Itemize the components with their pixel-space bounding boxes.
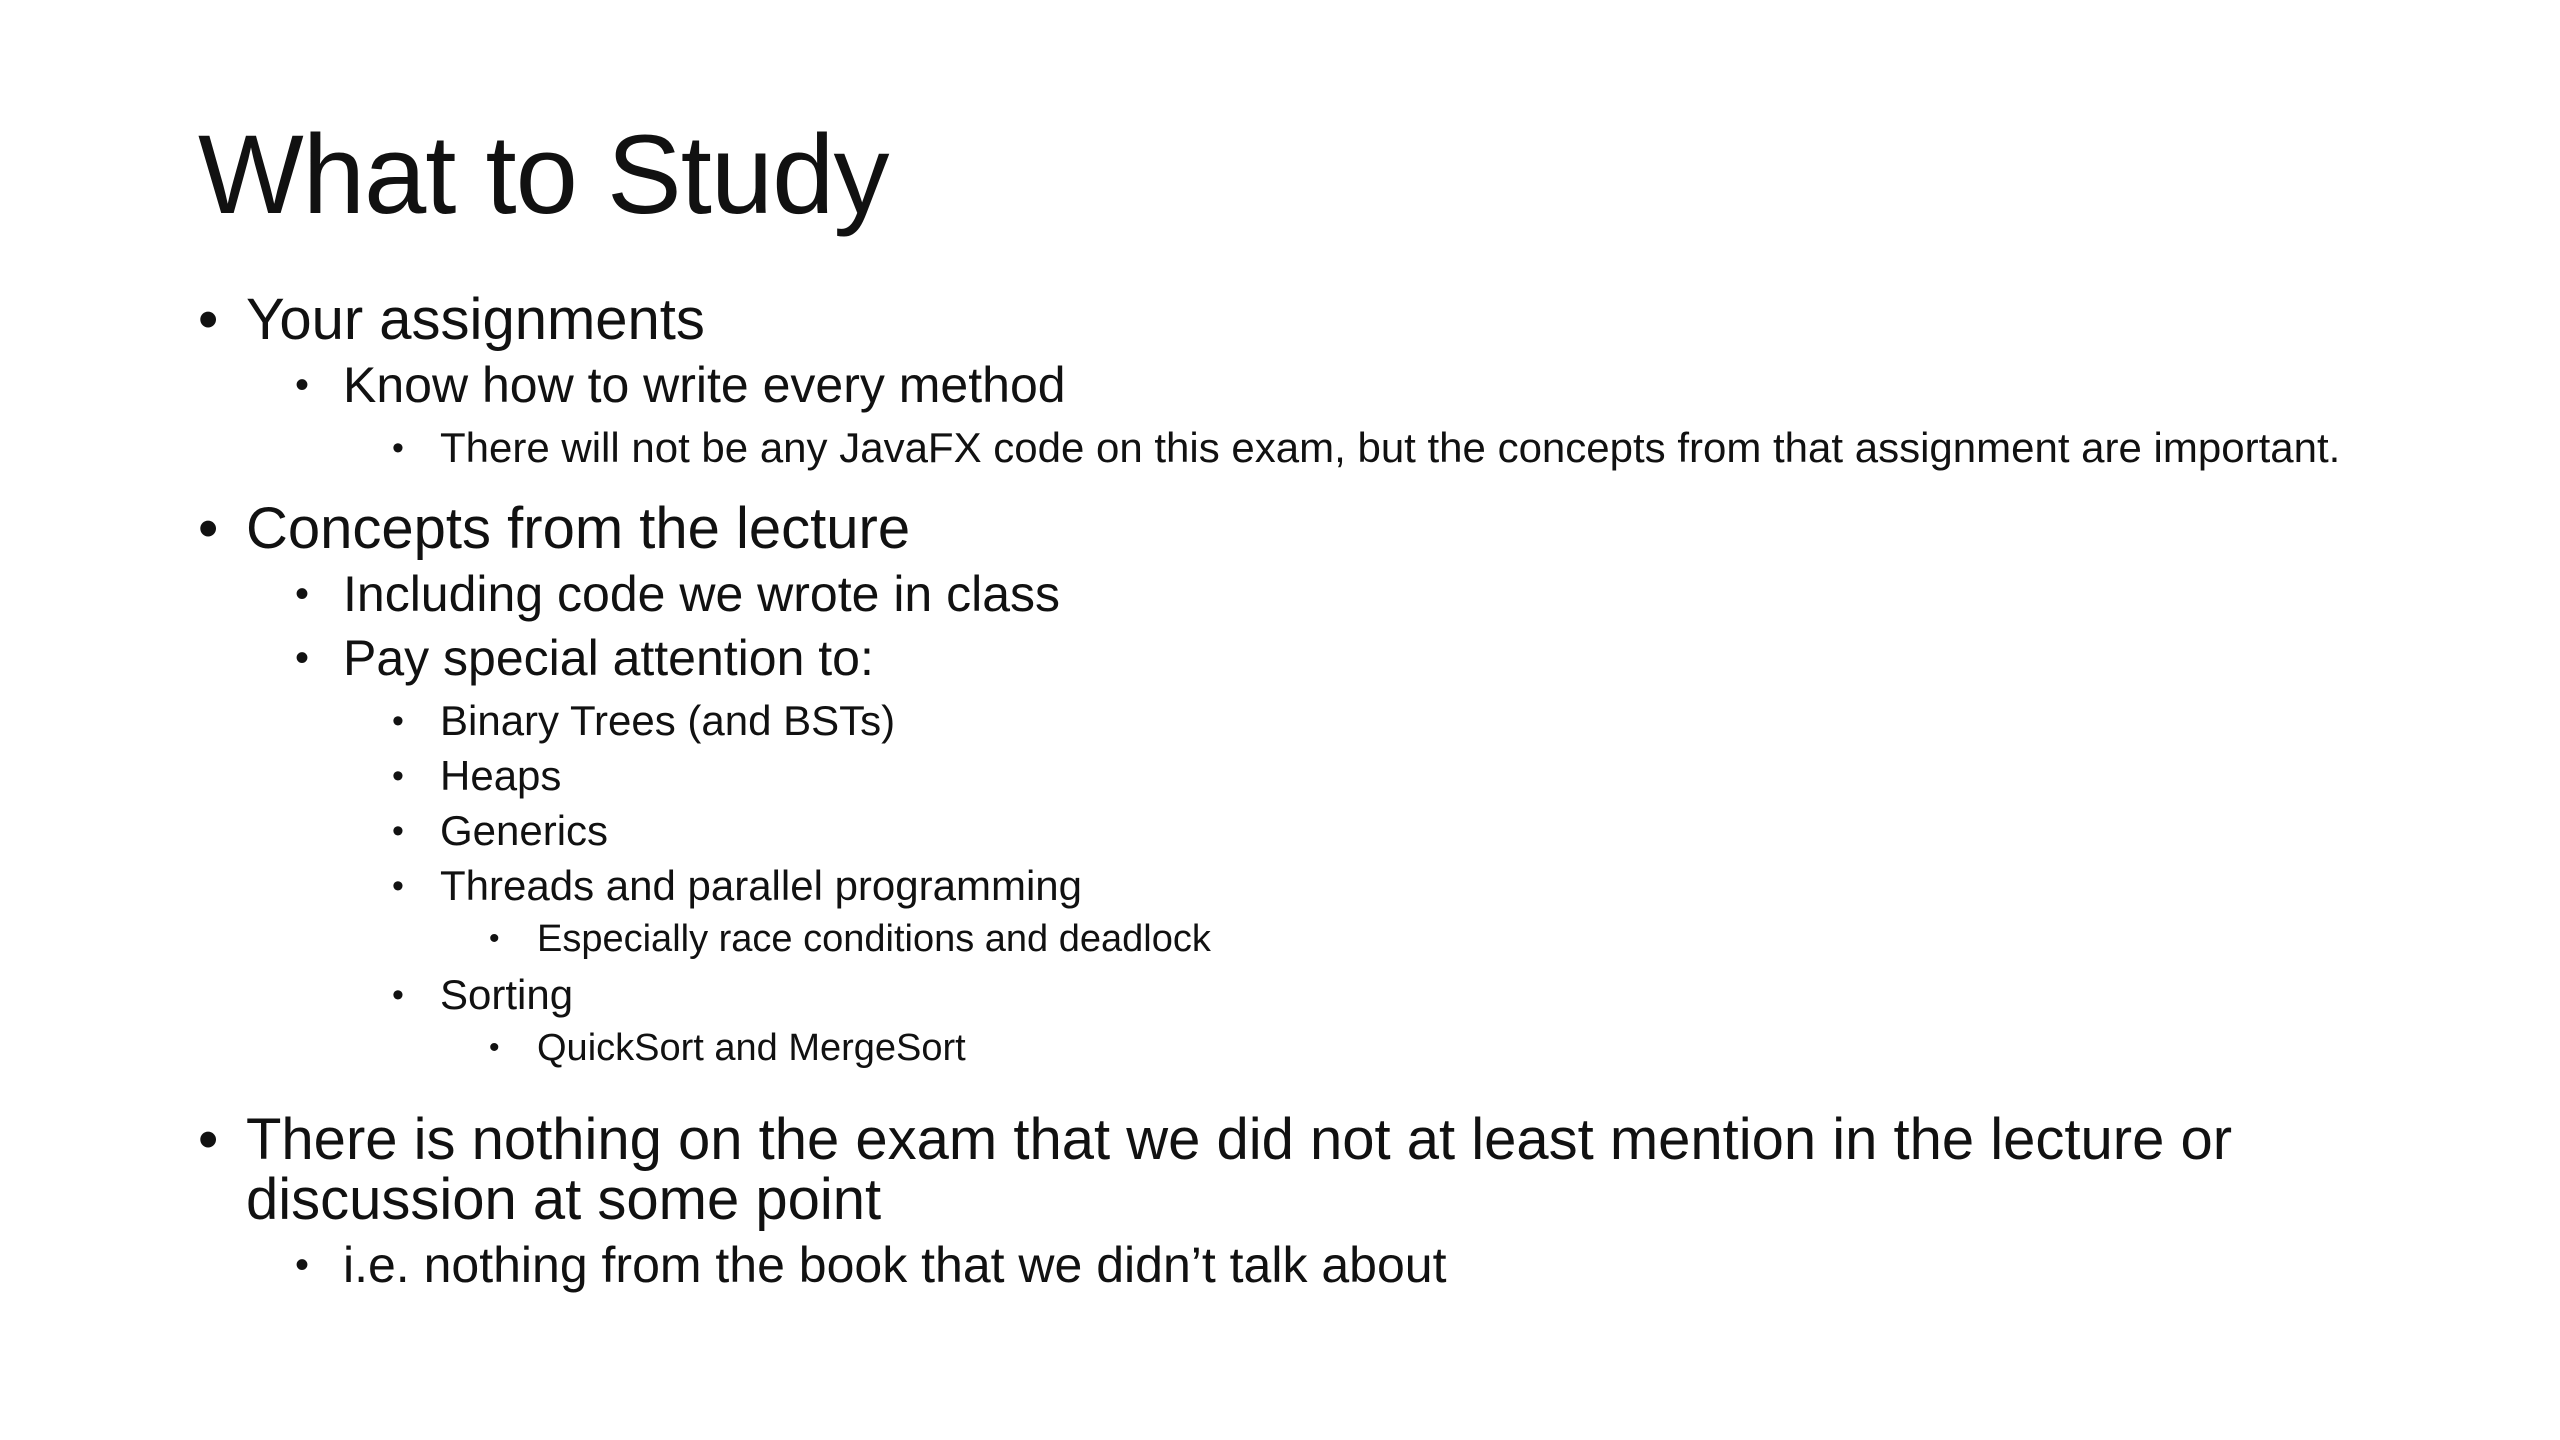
list-item-text: Your assignments: [246, 287, 705, 352]
bullet-icon: •: [295, 572, 310, 616]
bullet-icon: •: [295, 636, 310, 680]
list-item: [295, 565, 2498, 623]
list-item: [392, 424, 2498, 471]
list-item: [392, 971, 2498, 1018]
list-item-text: Threads and parallel programming: [440, 862, 1082, 909]
list-item-text: Know how to write every method: [343, 357, 1066, 413]
bullet-icon: •: [198, 287, 219, 352]
slide-title: What to Study: [198, 112, 889, 237]
slide-body: [198, 282, 2498, 1294]
list-item-text: QuickSort and MergeSort: [537, 1027, 966, 1069]
bullet-icon: •: [392, 702, 404, 740]
list-item: [392, 752, 2498, 799]
list-item: [392, 697, 2498, 744]
bullet-icon: •: [198, 496, 219, 561]
bullet-icon: •: [295, 1243, 310, 1287]
list-item: [295, 1236, 2498, 1294]
list-item-text: i.e. nothing from the book that we didn’t talk about: [343, 1237, 1447, 1293]
list-item: [198, 287, 2498, 352]
bullet-icon: •: [489, 1031, 500, 1064]
bullet-icon: •: [392, 976, 404, 1014]
bullet-icon: •: [392, 429, 404, 467]
list-item: [198, 1107, 2498, 1232]
list-item: [489, 917, 2498, 961]
list-item-text: Binary Trees (and BSTs): [440, 697, 896, 744]
list-item-text: Pay special attention to:: [343, 630, 874, 686]
bullet-icon: •: [392, 867, 404, 905]
list-item-text: Heaps: [440, 752, 562, 799]
list-item-text: Especially race conditions and deadlock: [537, 918, 1211, 960]
list-item: [295, 356, 2498, 414]
list-item-text: Generics: [440, 807, 609, 854]
list-item-text: There is nothing on the exam that we did not at least mention in the lecture or discussion at some point: [246, 1107, 2233, 1232]
list-item: [198, 496, 2498, 561]
list-item: [295, 629, 2498, 687]
bullet-icon: •: [392, 812, 404, 850]
bullet-icon: •: [295, 363, 310, 407]
list-item-text: There will not be any JavaFX code on this exam, but the concepts from that assignment are important.: [440, 424, 2341, 471]
bullet-icon: •: [392, 757, 404, 795]
bullet-icon: •: [489, 922, 500, 955]
list-item: [392, 807, 2498, 854]
bullet-icon: •: [198, 1107, 219, 1172]
list-item: [392, 862, 2498, 909]
list-item: [489, 1026, 2498, 1070]
list-item-text: Including code we wrote in class: [343, 566, 1061, 622]
list-item-text: Concepts from the lecture: [246, 496, 911, 561]
list-item-text: Sorting: [440, 971, 574, 1018]
